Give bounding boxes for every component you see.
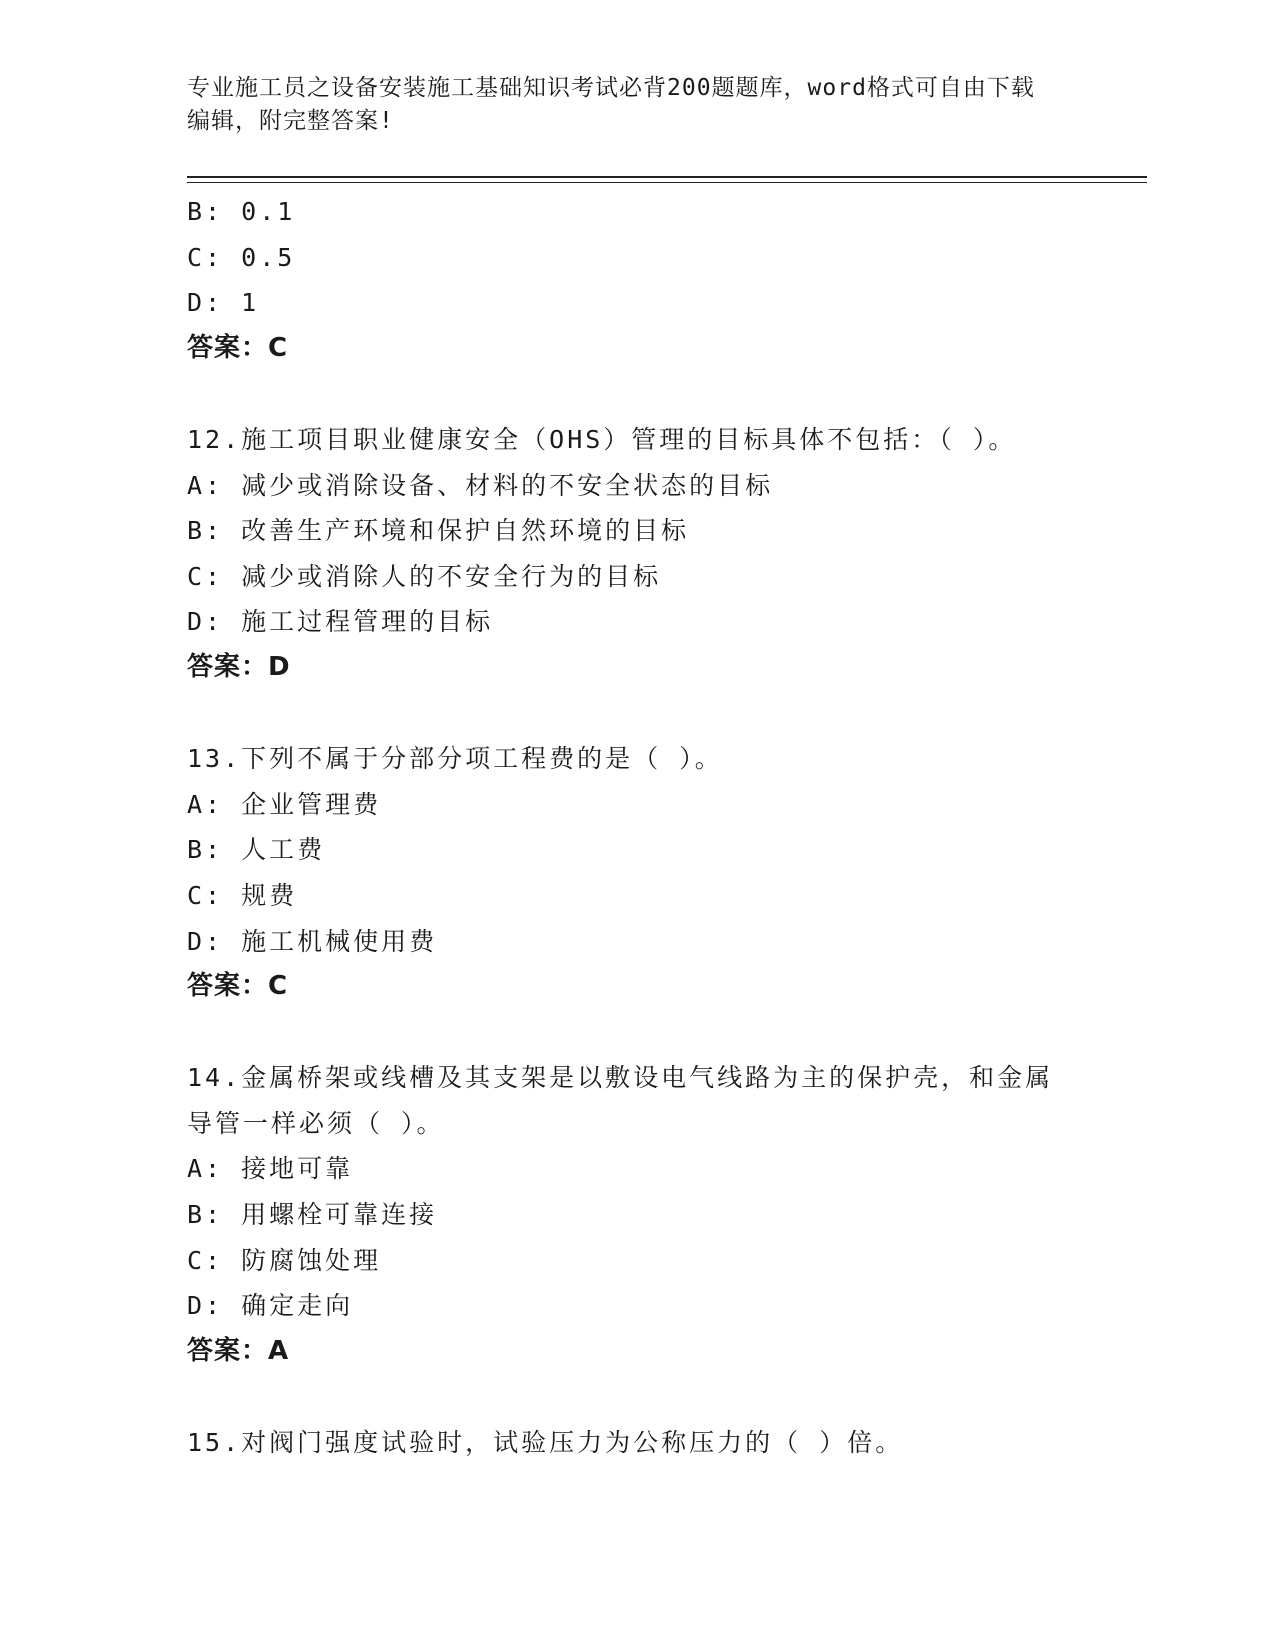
spacer xyxy=(187,1374,1087,1420)
option-d: D: 1 xyxy=(187,288,260,318)
question-block-11 xyxy=(187,189,1087,371)
option-c: C: 减少或消除人的不安全行为的目标 xyxy=(187,561,662,591)
header-title-line1: 专业施工员之设备安装施工基础知识考试必背200题题库，word格式可自由下载 xyxy=(187,75,1035,101)
question-stem: 15.对阀门强度试验时，试验压力为公称压力的（ ）倍。 xyxy=(187,1428,904,1458)
spacer xyxy=(187,691,1087,737)
option-c: C: 防腐蚀处理 xyxy=(187,1245,382,1275)
question-block-13 xyxy=(187,736,1087,1010)
document-header xyxy=(187,72,1067,138)
option-c: C: 规费 xyxy=(187,880,298,910)
question-stem: 13.下列不属于分部分项工程费的是（ ）。 xyxy=(187,744,723,774)
option-d: D: 确定走向 xyxy=(187,1291,354,1321)
option-a: A: 接地可靠 xyxy=(187,1154,354,1184)
spacer xyxy=(187,1010,1087,1056)
question-stem-line1: 14.金属桥架或线槽及其支架是以敷设电气线路为主的保护壳，和金属 xyxy=(187,1063,1054,1093)
question-block-14 xyxy=(187,1055,1087,1374)
question-list xyxy=(187,189,1087,1466)
question-stem: 12.施工项目职业健康安全（OHS）管理的目标具体不包括：（ ）。 xyxy=(187,424,1017,454)
answer-label: 答案：C xyxy=(187,971,289,1002)
question-block-12 xyxy=(187,417,1087,691)
header-divider-thin xyxy=(187,182,1147,183)
answer-label: 答案：D xyxy=(187,651,291,682)
option-d: D: 施工过程管理的目标 xyxy=(187,607,494,637)
header-title-line2: 编辑，附完整答案! xyxy=(187,108,394,134)
option-a: A: 企业管理费 xyxy=(187,789,382,819)
question-block-15 xyxy=(187,1420,1087,1466)
answer-label: 答案：C xyxy=(187,332,289,363)
option-c: C: 0.5 xyxy=(187,242,296,272)
option-b: B: 用螺栓可靠连接 xyxy=(187,1200,438,1230)
answer-label: 答案：A xyxy=(187,1335,290,1366)
spacer xyxy=(187,371,1087,417)
question-stem-line2: 导管一样必须（ ）。 xyxy=(187,1108,445,1138)
option-b: B: 改善生产环境和保护自然环境的目标 xyxy=(187,516,690,546)
header-divider-thick xyxy=(187,176,1147,178)
option-a: A: 减少或消除设备、材料的不安全状态的目标 xyxy=(187,470,774,500)
option-b: B: 0.1 xyxy=(187,197,296,226)
option-b: B: 人工费 xyxy=(187,835,326,865)
option-d: D: 施工机械使用费 xyxy=(187,926,438,956)
